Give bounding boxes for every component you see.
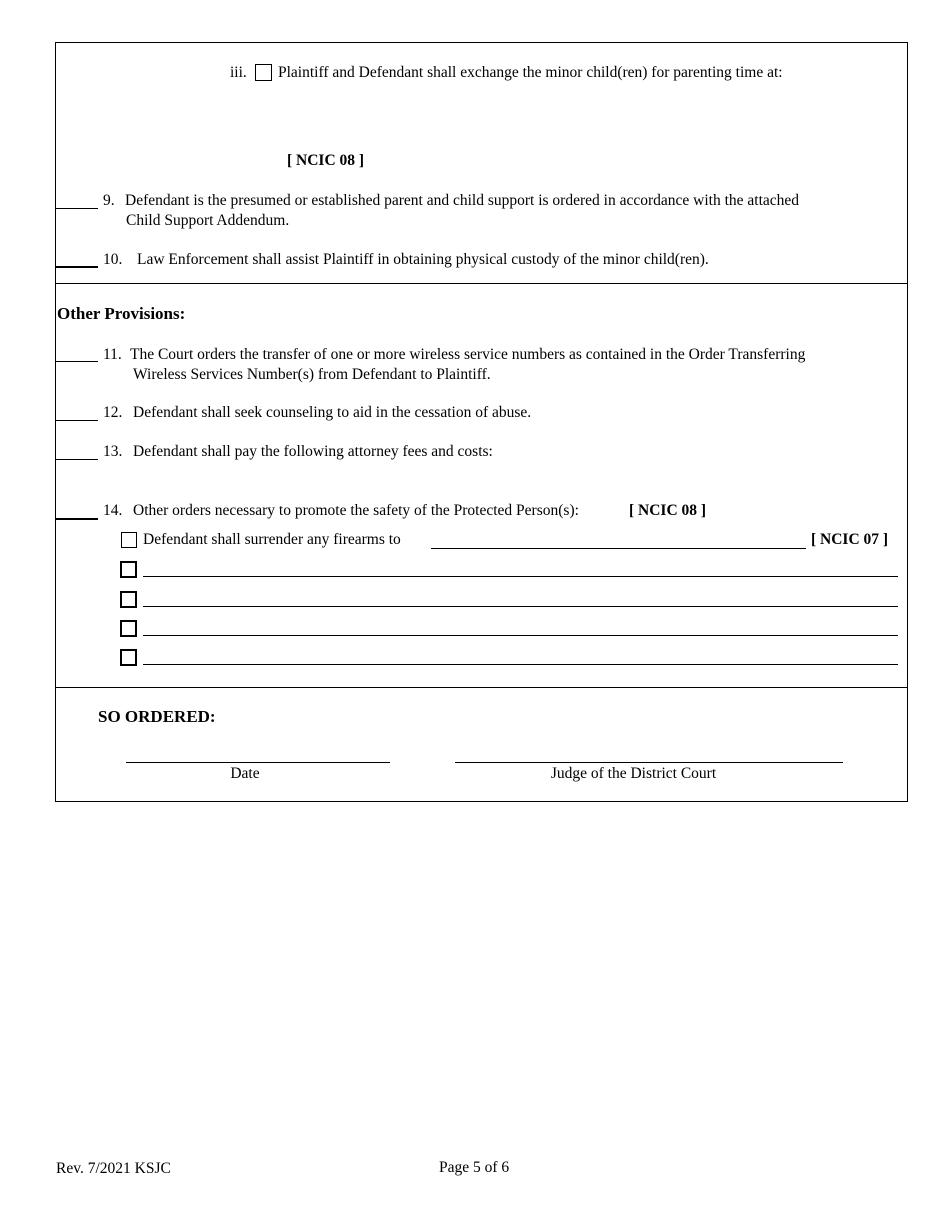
- other-order-checkbox-2[interactable]: [120, 591, 137, 608]
- firearms-ncic-code: [ NCIC 07 ]: [811, 531, 889, 548]
- item-11-text-line1: The Court orders the transfer of one or more wireless service numbers as contained in the Order Transferring: [130, 346, 806, 363]
- section-divider: [55, 283, 908, 284]
- signature-section-divider: [55, 687, 908, 688]
- item-14-initial-blank[interactable]: [56, 518, 98, 520]
- item-13-number: 13.: [103, 443, 123, 460]
- other-provisions-heading: Other Provisions:: [57, 304, 186, 323]
- revision-label: Rev. 7/2021 KSJC: [56, 1160, 171, 1177]
- item-iii-numeral: iii.: [230, 64, 247, 81]
- item-11-text-line2: Wireless Services Number(s) from Defendant to Plaintiff.: [133, 366, 491, 383]
- item-iii-checkbox[interactable]: [255, 64, 272, 81]
- item-iii-ncic-code: [ NCIC 08 ]: [287, 152, 365, 169]
- other-order-line-4[interactable]: [143, 664, 898, 665]
- other-order-line-3[interactable]: [143, 635, 898, 636]
- firearms-text: Defendant shall surrender any firearms to: [143, 531, 401, 548]
- other-order-checkbox-3[interactable]: [120, 620, 137, 637]
- item-11-initial-blank[interactable]: [56, 361, 98, 362]
- date-signature-line[interactable]: [126, 762, 390, 763]
- item-9-initial-blank[interactable]: [56, 208, 98, 209]
- item-14-text: Other orders necessary to promote the safety of the Protected Person(s):: [133, 502, 579, 519]
- item-10-text: Law Enforcement shall assist Plaintiff in obtaining physical custody of the minor child(ren).: [137, 251, 709, 268]
- date-label: Date: [230, 765, 260, 782]
- item-12-number: 12.: [103, 404, 123, 421]
- item-10-initial-blank[interactable]: [56, 266, 98, 268]
- item-13-initial-blank[interactable]: [56, 459, 98, 460]
- item-11-number: 11.: [103, 346, 122, 363]
- judge-signature-line[interactable]: [455, 762, 843, 763]
- so-ordered-heading: SO ORDERED:: [98, 707, 216, 726]
- other-order-line-1[interactable]: [143, 576, 898, 577]
- item-13-text: Defendant shall pay the following attorney fees and costs:: [133, 443, 493, 460]
- judge-label: Judge of the District Court: [550, 765, 717, 782]
- firearms-recipient-field[interactable]: [431, 548, 806, 549]
- item-12-text: Defendant shall seek counseling to aid in the cessation of abuse.: [133, 404, 532, 421]
- item-12-initial-blank[interactable]: [56, 420, 98, 421]
- item-9-text-line2: Child Support Addendum.: [126, 212, 290, 229]
- item-10-number: 10.: [103, 251, 123, 268]
- page-number: Page 5 of 6: [439, 1159, 510, 1176]
- other-order-line-2[interactable]: [143, 606, 898, 607]
- other-order-checkbox-4[interactable]: [120, 649, 137, 666]
- item-iii-text: Plaintiff and Defendant shall exchange the minor child(ren) for parenting time at:: [278, 64, 783, 81]
- item-9-text-line1: Defendant is the presumed or established parent and child support is ordered in accordance with the attached: [125, 192, 800, 209]
- item-14-number: 14.: [103, 502, 123, 519]
- firearms-checkbox[interactable]: [121, 532, 137, 548]
- other-order-checkbox-1[interactable]: [120, 561, 137, 578]
- item-9-number: 9.: [103, 192, 115, 209]
- item-14-ncic-code: [ NCIC 08 ]: [629, 502, 707, 519]
